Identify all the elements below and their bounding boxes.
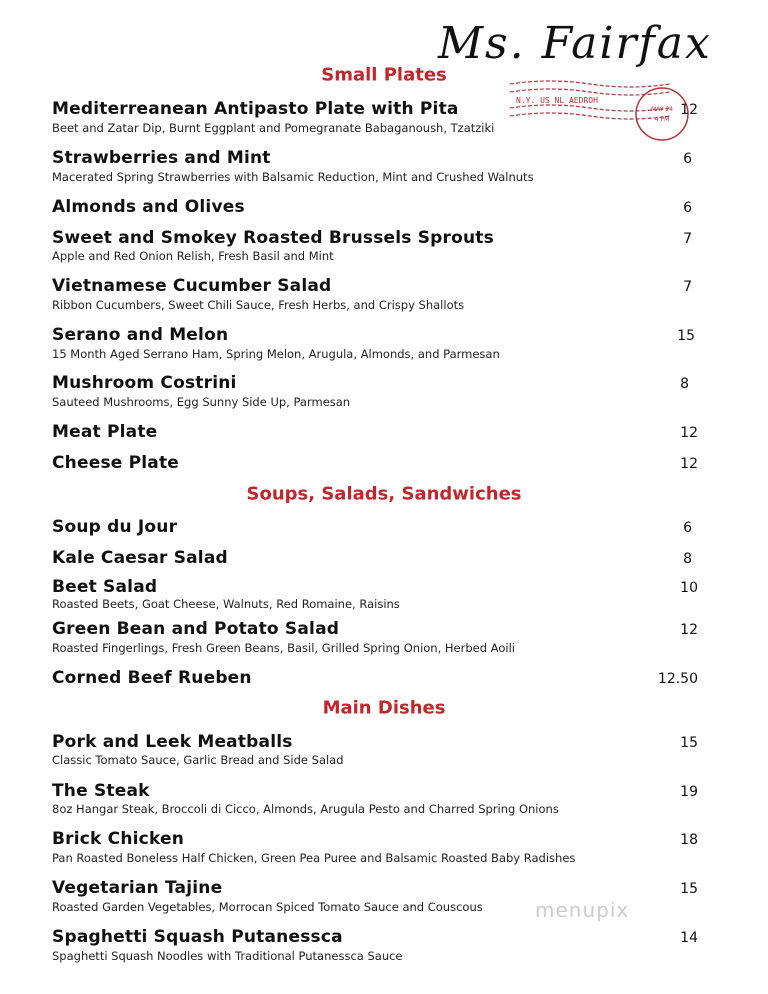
svg-text:N.Y. US NL AEDROH: N.Y. US NL AEDROH [516, 96, 598, 105]
menu-item-name: The Steak [52, 781, 150, 801]
menu-item-price: 12 [680, 456, 698, 472]
menu-item-name: Sweet and Smokey Roasted Brussels Sprouts [52, 228, 494, 248]
menu-item-name: Vietnamese Cucumber Salad [52, 276, 332, 296]
menu-item-price: 18 [680, 832, 698, 848]
menu-item-price: 12 [680, 622, 698, 638]
menu-item-name: Kale Caesar Salad [52, 548, 228, 568]
menu-item-price: 15 [680, 881, 698, 897]
menu-item-price: 6 [683, 200, 692, 216]
menu-item-price: 6 [683, 151, 692, 167]
watermark: menupix [535, 898, 630, 922]
menu-item-price: 7 [683, 231, 692, 247]
menu-item-price: 14 [680, 930, 698, 946]
menu-item-description: Macerated Spring Strawberries with Balsamic Reduction, Mint and Crushed Walnuts [52, 170, 534, 184]
menu-item-description: Classic Tomato Sauce, Garlic Bread and Side Salad [52, 753, 344, 767]
menu-item-price: 15 [677, 328, 695, 344]
menu-item-name: Green Bean and Potato Salad [52, 619, 340, 639]
svg-text:MAY 24: MAY 24 [650, 106, 674, 113]
menu-item-name: Serano and Melon [52, 325, 229, 345]
menu-item-price: 6 [683, 520, 692, 536]
menu-item-name: Brick Chicken [52, 829, 185, 849]
menu-item-description: Ribbon Cucumbers, Sweet Chili Sauce, Fresh Herbs, and Crispy Shallots [52, 298, 465, 312]
menu-item-description: Roasted Fingerlings, Fresh Green Beans, Basil, Grilled Spring Onion, Herbed Aoili [52, 641, 515, 655]
postmark-stamp-icon [510, 78, 700, 148]
menu-item-name: Spaghetti Squash Putanessca [52, 927, 343, 947]
menu-item-description: Pan Roasted Boneless Half Chicken, Green Pea Puree and Balsamic Roasted Baby Radishes [52, 851, 576, 865]
menu-item-name: Soup du Jour [52, 517, 178, 537]
menu-item-price: 10 [680, 580, 698, 596]
menu-item-name: Cheese Plate [52, 453, 180, 473]
menu-item-description: Roasted Garden Vegetables, Morrocan Spiced Tomato Sauce and Couscous [52, 900, 483, 914]
menu-item-description: 8oz Hangar Steak, Broccoli di Cicco, Almonds, Arugula Pesto and Charred Spring Onions [52, 802, 559, 816]
section-title: Soups, Salads, Sandwiches [246, 483, 522, 505]
menu-item-name: Beet Salad [52, 577, 158, 597]
menu-item-name: Pork and Leek Meatballs [52, 732, 293, 752]
menu-item-name: Strawberries and Mint [52, 148, 271, 168]
menu-item-price: 7 [683, 279, 692, 295]
menu-item-name: Mediterreanean Antipasto Plate with Pita [52, 99, 459, 119]
menu-item-name: Vegetarian Tajine [52, 878, 223, 898]
menu-item-name: Meat Plate [52, 422, 158, 442]
svg-text:4 PM: 4 PM [654, 116, 670, 123]
menu-item-price: 12 [680, 102, 698, 118]
section-title: Small Plates [321, 64, 447, 86]
menu-item-name: Almonds and Olives [52, 197, 245, 217]
menu-item-price: 12.50 [657, 671, 698, 687]
restaurant-logo: Ms. Fairfax [438, 18, 712, 69]
menu-item-description: Roasted Beets, Goat Cheese, Walnuts, Red Romaine, Raisins [52, 597, 400, 611]
menu-item-price: 15 [680, 735, 698, 751]
menu-item-description: Sauteed Mushrooms, Egg Sunny Side Up, Parmesan [52, 395, 351, 409]
menu-item-name: Corned Beef Rueben [52, 668, 252, 688]
menu-item-price: 19 [680, 784, 698, 800]
menu-item-description: Apple and Red Onion Relish, Fresh Basil and Mint [52, 249, 334, 263]
menu-item-price: 12 [680, 425, 698, 441]
menu-item-description: Beet and Zatar Dip, Burnt Eggplant and Pomegranate Babaganoush, Tzatziki [52, 121, 495, 135]
menu-item-description: 15 Month Aged Serrano Ham, Spring Melon, Arugula, Almonds, and Parmesan [52, 347, 500, 361]
menu-item-description: Spaghetti Squash Noodles with Traditional Putanessca Sauce [52, 949, 403, 963]
menu-item-price: 8 [683, 551, 692, 567]
menu-item-price: 8 [680, 376, 689, 392]
menu-item-name: Mushroom Costrini [52, 373, 237, 393]
section-title: Main Dishes [322, 697, 446, 719]
